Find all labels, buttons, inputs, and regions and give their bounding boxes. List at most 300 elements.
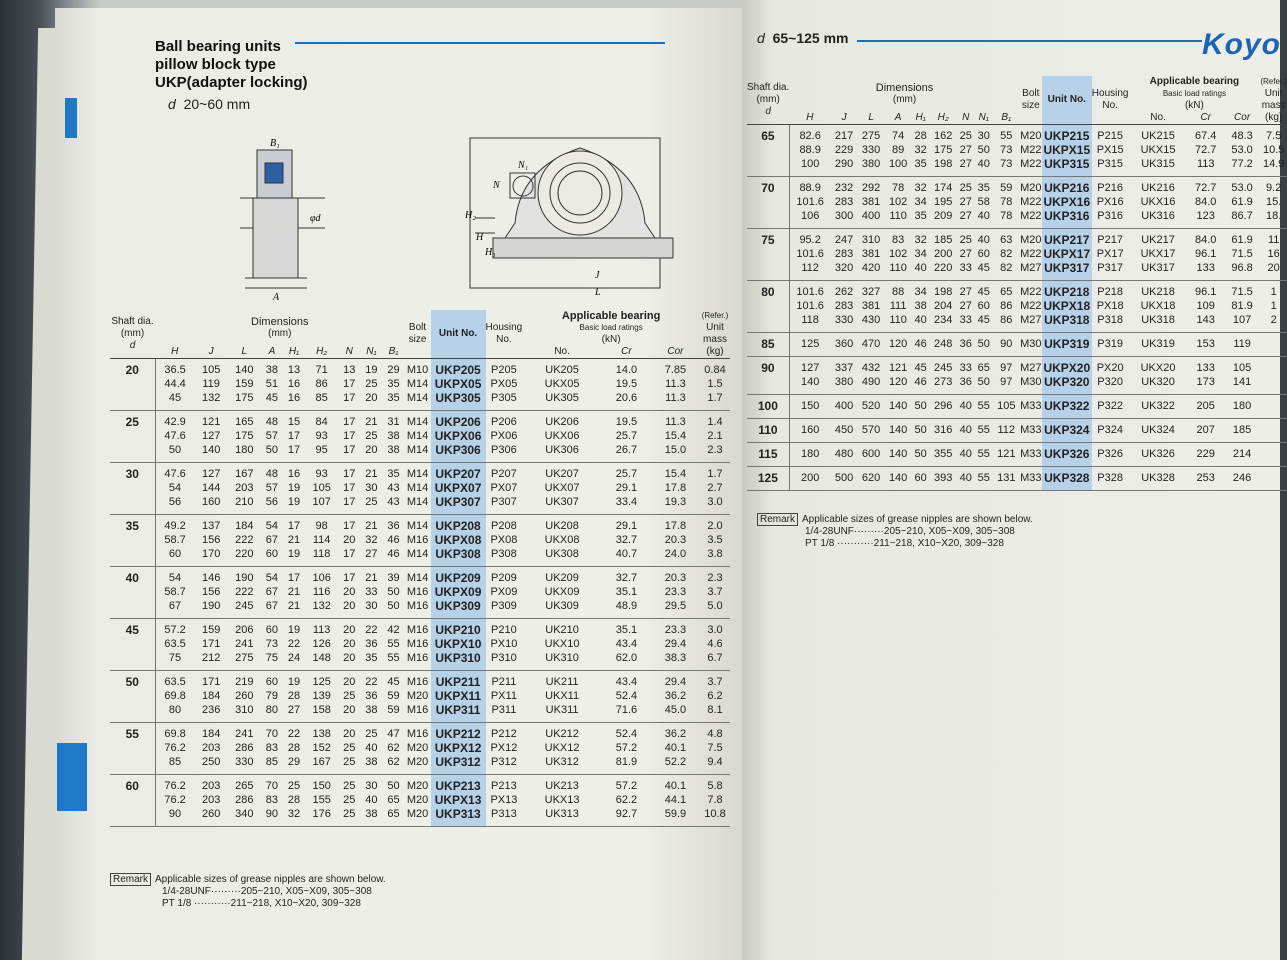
cell-value: 71 xyxy=(315,364,328,376)
table-cell-col-13 xyxy=(1188,281,1224,333)
cell-value: M30 xyxy=(1020,376,1042,388)
cell-value: P306 xyxy=(491,444,517,456)
cell-value: 50 xyxy=(387,780,400,792)
cell-value: 60 xyxy=(977,300,990,312)
cell-value: 45.0 xyxy=(664,704,687,716)
cell-value: 146 xyxy=(201,572,221,584)
table-cell-col-7 xyxy=(975,419,993,443)
cell-value: 133 xyxy=(1196,362,1215,374)
cell-value: 54 xyxy=(265,572,279,584)
cell-value: 381 xyxy=(861,196,881,208)
table-cell-col-2 xyxy=(858,357,885,395)
cell-value: UKP311 xyxy=(435,703,481,717)
shaft-dia: 50 xyxy=(110,671,155,723)
cell-value: 35 xyxy=(387,378,400,390)
cell-value: UKP208 xyxy=(435,519,481,533)
cell-value: 232 xyxy=(834,182,854,194)
shaft-dia: 60 xyxy=(110,775,155,827)
header-col-4: H₁ xyxy=(912,112,930,125)
table-cell-col-10 xyxy=(1042,333,1092,357)
table-cell-col-9 xyxy=(405,671,431,723)
cell-value: 316 xyxy=(934,424,953,436)
cell-value: UKX20 xyxy=(1140,362,1176,374)
cell-value: 5.0 xyxy=(707,600,723,612)
table-cell-col-0 xyxy=(155,567,195,619)
cell-value: 167 xyxy=(312,756,331,768)
cell-value: 400 xyxy=(834,400,854,412)
cell-value: 27 xyxy=(959,158,972,170)
cell-value: 480 xyxy=(834,448,854,460)
cell-value: 20 xyxy=(365,392,378,404)
table-cell-col-1 xyxy=(195,515,228,567)
cell-value: UKP324 xyxy=(1044,423,1090,437)
cell-value: UK215 xyxy=(1141,130,1175,142)
cell-value: 46 xyxy=(387,548,400,560)
cell-value: 1.7 xyxy=(707,468,723,480)
cell-value: UKP318 xyxy=(1044,313,1090,327)
table-row-group xyxy=(110,723,730,775)
cell-value: 27 xyxy=(959,286,972,298)
table-cell-col-5 xyxy=(930,467,957,491)
table-cell-col-12 xyxy=(522,723,602,775)
table-cell-col-14 xyxy=(1224,395,1260,419)
cell-value: 36.5 xyxy=(164,364,186,376)
cell-value: 185 xyxy=(1232,424,1252,436)
cell-value: 110 xyxy=(889,210,907,222)
cell-value: 25 xyxy=(959,182,972,194)
table-cell-col-12 xyxy=(1129,125,1188,177)
cell-value: 17 xyxy=(343,482,356,494)
cell-value: 106 xyxy=(800,210,820,222)
cell-value: 420 xyxy=(861,262,881,274)
cell-value: UK309 xyxy=(545,600,579,612)
table-cell-col-14 xyxy=(1224,281,1260,333)
table-cell-col-5 xyxy=(930,229,957,281)
cell-value: 4.6 xyxy=(707,638,723,650)
cell-value: 71.6 xyxy=(615,704,638,716)
cell-value: 93 xyxy=(315,468,328,480)
cell-value: P209 xyxy=(491,572,517,584)
cell-value: 27 xyxy=(959,210,972,222)
table-cell-col-11 xyxy=(486,359,523,411)
cell-value: 16 xyxy=(287,378,301,390)
table-cell-col-15 xyxy=(1260,443,1287,467)
cell-value: UK322 xyxy=(1141,400,1175,412)
cell-value: M20 xyxy=(406,780,429,792)
cell-value: 55 xyxy=(977,448,990,460)
table-cell-col-6 xyxy=(957,467,975,491)
table-cell-col-3 xyxy=(885,467,912,491)
table-cell-col-12 xyxy=(522,619,602,671)
header-col-5: H₂ xyxy=(305,346,338,359)
cell-value: UKPX13 xyxy=(434,793,482,807)
table-cell-col-8 xyxy=(993,125,1020,177)
table-cell-col-9 xyxy=(1020,177,1042,229)
table-cell-col-6 xyxy=(957,333,975,357)
cell-value: M14 xyxy=(406,416,429,428)
cell-value: 48 xyxy=(265,416,279,428)
cell-value: 27 xyxy=(959,144,972,156)
cell-value: UKX06 xyxy=(544,430,580,442)
cell-value: 54 xyxy=(168,572,182,584)
cell-value: UKP212 xyxy=(435,727,481,741)
cell-value: 1.5 xyxy=(707,378,723,390)
cell-value: M20 xyxy=(406,742,429,754)
cell-value: 286 xyxy=(235,794,254,806)
table-cell-col-8 xyxy=(993,357,1020,395)
cell-value: UKPX07 xyxy=(434,481,482,495)
cell-value: 36 xyxy=(387,520,400,532)
cell-value: PX18 xyxy=(1096,300,1124,312)
cell-value: 158 xyxy=(312,704,331,716)
table-cell-col-14 xyxy=(651,515,700,567)
table-cell-col-10 xyxy=(431,775,486,827)
cell-value: 28 xyxy=(914,130,927,142)
cell-value: 59 xyxy=(387,690,400,702)
label-j: J xyxy=(595,270,600,281)
cell-value: 81.9 xyxy=(1231,300,1253,312)
cell-value: UKP319 xyxy=(1044,337,1090,351)
cell-value: 22 xyxy=(287,638,301,650)
table-cell-col-12 xyxy=(1129,229,1188,281)
cell-value: 38 xyxy=(914,300,927,312)
cell-value: UKP305 xyxy=(435,391,481,405)
label-n: N xyxy=(493,180,500,191)
cell-value: 137 xyxy=(201,520,221,532)
table-cell-col-2 xyxy=(228,567,261,619)
cell-value: 36.2 xyxy=(664,728,687,740)
cell-value: 67 xyxy=(265,586,279,598)
cell-value: 85 xyxy=(315,392,328,404)
remark-label-right: Remark xyxy=(757,513,798,526)
table-cell-col-1 xyxy=(195,359,228,411)
cell-value: 16 xyxy=(1267,248,1280,260)
table-cell-col-3 xyxy=(885,419,912,443)
table-cell-col-6 xyxy=(338,775,360,827)
cell-value: 59 xyxy=(1000,182,1013,194)
table-cell-col-4 xyxy=(912,177,930,229)
cell-value: 27 xyxy=(365,548,378,560)
cell-value: UK315 xyxy=(1141,158,1175,170)
cell-value: UKP313 xyxy=(435,807,481,821)
table-cell-col-15 xyxy=(700,567,730,619)
cell-value: 217 xyxy=(834,130,854,142)
cell-value: 33 xyxy=(959,314,972,326)
cell-value: 17 xyxy=(343,392,356,404)
cell-value: 72.7 xyxy=(1195,144,1217,156)
header-unit-no-right: Unit No. xyxy=(1042,76,1092,125)
cell-value: 205 xyxy=(1196,400,1215,412)
cell-value: 245 xyxy=(235,600,254,612)
table-cell-col-12 xyxy=(1129,419,1188,443)
header-bolt-right: Bolt size xyxy=(1020,76,1042,125)
cell-value: 185 xyxy=(934,234,953,246)
table-cell-col-1 xyxy=(831,177,858,229)
cell-value: 83 xyxy=(265,794,279,806)
table-cell-col-12 xyxy=(522,359,602,411)
cell-value: 200 xyxy=(800,472,820,484)
table-cell-col-8 xyxy=(382,775,404,827)
cell-value: 470 xyxy=(861,338,881,350)
table-cell-col-13 xyxy=(1188,357,1224,395)
cell-value: 22 xyxy=(365,624,378,636)
cell-value: 25 xyxy=(365,728,378,740)
table-cell-col-2 xyxy=(228,515,261,567)
cell-value: PX15 xyxy=(1096,144,1124,156)
cell-value: 340 xyxy=(235,808,254,820)
table-cell-col-3 xyxy=(261,463,283,515)
table-cell-col-10 xyxy=(431,411,486,463)
table-row-group xyxy=(110,567,730,619)
cell-value: 75 xyxy=(265,652,279,664)
cell-value: 148 xyxy=(312,652,331,664)
table-cell-col-3 xyxy=(261,723,283,775)
cell-value: 33 xyxy=(365,586,378,598)
table-cell-col-10 xyxy=(431,567,486,619)
cell-value: 67 xyxy=(265,600,279,612)
cell-value: P310 xyxy=(491,652,517,664)
table-cell-col-0 xyxy=(789,177,830,229)
cell-value: M10 xyxy=(406,364,429,376)
cell-value: 247 xyxy=(834,234,854,246)
cell-value: 60 xyxy=(977,248,990,260)
header-dimensions-right: Dimensions (mm) xyxy=(875,82,934,105)
cell-value: 250 xyxy=(201,756,221,768)
cell-value: 27 xyxy=(287,704,301,716)
cell-value: 9.2 xyxy=(1266,182,1282,194)
table-cell-col-4 xyxy=(912,281,930,333)
cell-value: 57.2 xyxy=(164,624,186,636)
cell-value: 144 xyxy=(201,482,221,494)
cell-value: 63 xyxy=(1000,234,1013,246)
table-cell-col-14 xyxy=(1224,229,1260,281)
cell-value: 67 xyxy=(168,600,182,612)
cell-value: 2.0 xyxy=(707,520,723,532)
cell-value: M14 xyxy=(406,496,429,508)
cell-value: 126 xyxy=(312,638,331,650)
cell-value: 63.5 xyxy=(164,676,186,688)
cell-value: 15 xyxy=(287,416,301,428)
table-row-group xyxy=(747,443,1287,467)
cell-value: P319 xyxy=(1097,338,1123,350)
cell-value: 85 xyxy=(265,756,279,768)
cell-value: 28 xyxy=(287,690,301,702)
table-cell-col-12 xyxy=(1129,281,1188,333)
cell-value: 47.6 xyxy=(164,468,186,480)
table-cell-col-9 xyxy=(1020,467,1042,491)
cell-value: 3.7 xyxy=(707,586,723,598)
cell-value: UK207 xyxy=(545,468,579,480)
table-cell-col-13 xyxy=(1188,333,1224,357)
cell-value: UKP326 xyxy=(1044,447,1090,461)
cell-value: 11.3 xyxy=(665,392,686,404)
cell-value: 78 xyxy=(892,182,905,194)
cell-value: 140 xyxy=(888,472,908,484)
table-cell-col-14 xyxy=(1224,177,1260,229)
table-cell-col-0 xyxy=(789,443,830,467)
table-cell-col-10 xyxy=(431,619,486,671)
cell-value: 40 xyxy=(959,400,972,412)
cell-value: M20 xyxy=(1020,182,1042,194)
cell-value: 30 xyxy=(365,482,378,494)
table-cell-col-5 xyxy=(930,125,957,177)
cell-value: 102 xyxy=(888,248,908,260)
cell-value: 51 xyxy=(265,378,279,390)
cell-value: 35.1 xyxy=(615,624,638,636)
cell-value: 330 xyxy=(834,314,854,326)
table-cell-col-8 xyxy=(382,411,404,463)
cell-value: 248 xyxy=(934,338,953,350)
table-cell-col-11 xyxy=(486,619,523,671)
cell-value: 1.7 xyxy=(707,392,723,404)
header-col-1: J xyxy=(195,346,228,359)
table-row-group xyxy=(747,281,1287,333)
cell-value: 35 xyxy=(387,392,400,404)
cell-value: P318 xyxy=(1097,314,1123,326)
cell-value: 80 xyxy=(168,704,182,716)
header-bearing-no: No. xyxy=(522,346,602,359)
cell-value: 86 xyxy=(315,378,328,390)
cell-value: 131 xyxy=(997,472,1016,484)
cell-value: 70 xyxy=(265,780,279,792)
table-cell-col-9 xyxy=(1020,443,1042,467)
cell-value: 86.7 xyxy=(1231,210,1253,222)
cell-value: 156 xyxy=(201,534,221,546)
table-cell-col-8 xyxy=(382,463,404,515)
cell-value: 50 xyxy=(914,448,927,460)
cell-value: 600 xyxy=(861,448,881,460)
cell-value: 97 xyxy=(1000,362,1013,374)
cell-value: 42 xyxy=(387,624,400,636)
table-cell-col-15 xyxy=(700,723,730,775)
cell-value: 46 xyxy=(387,534,400,546)
cell-value: 83 xyxy=(265,742,279,754)
cell-value: 46 xyxy=(914,338,927,350)
table-cell-col-0 xyxy=(155,411,195,463)
cell-value: 2.3 xyxy=(707,444,723,456)
table-cell-col-7 xyxy=(975,229,993,281)
cell-value: 21 xyxy=(287,600,301,612)
cell-value: 152 xyxy=(312,742,331,754)
cell-value: 20.3 xyxy=(664,572,687,584)
cell-value: 84.0 xyxy=(1195,196,1217,208)
cell-value: 40 xyxy=(365,794,378,806)
table-cell-col-15 xyxy=(700,775,730,827)
cell-value: 290 xyxy=(834,158,854,170)
cell-value: 105 xyxy=(997,400,1016,412)
cell-value: 19.3 xyxy=(664,496,687,508)
cell-value: 40.1 xyxy=(664,780,687,792)
cell-value: 140 xyxy=(888,400,908,412)
cell-value: 56 xyxy=(265,496,279,508)
cell-value: P328 xyxy=(1097,472,1123,484)
table-cell-col-15 xyxy=(1260,177,1287,229)
table-cell-col-8 xyxy=(382,567,404,619)
cell-value: M16 xyxy=(406,704,429,716)
cell-value: 82 xyxy=(1000,262,1013,274)
cell-value: 337 xyxy=(834,362,854,374)
table-cell-col-1 xyxy=(831,395,858,419)
table-cell-col-7 xyxy=(360,567,382,619)
cell-value: UK319 xyxy=(1141,338,1175,350)
cell-value: 17 xyxy=(287,430,301,442)
table-cell-col-1 xyxy=(831,333,858,357)
table-cell-col-4 xyxy=(283,411,305,463)
cell-value: P324 xyxy=(1097,424,1123,436)
table-cell-col-2 xyxy=(858,229,885,281)
cell-value: 72.7 xyxy=(1195,182,1217,194)
table-cell-col-2 xyxy=(858,333,885,357)
cell-value: 35 xyxy=(914,158,927,170)
cell-value: 19 xyxy=(287,676,301,688)
cell-value: PX09 xyxy=(490,586,518,598)
cell-value: PX13 xyxy=(490,794,518,806)
table-cell-col-7 xyxy=(360,671,382,723)
cell-value: 21 xyxy=(365,520,378,532)
table-cell-col-5 xyxy=(305,515,338,567)
cell-value: 327 xyxy=(861,286,881,298)
cell-value: 43.4 xyxy=(615,638,638,650)
cell-value: 86 xyxy=(1000,314,1013,326)
cell-value: M14 xyxy=(406,378,429,390)
table-cell-col-14 xyxy=(651,567,700,619)
cell-value: 330 xyxy=(235,756,254,768)
cell-value: 175 xyxy=(235,430,254,442)
cell-value: 214 xyxy=(1232,448,1252,460)
table-cell-col-6 xyxy=(957,357,975,395)
cell-value: 17 xyxy=(343,496,356,508)
table-cell-col-11 xyxy=(1092,229,1129,281)
header-col-6: N xyxy=(338,346,360,359)
edge-tab-blue xyxy=(57,743,87,811)
cell-value: UKX08 xyxy=(544,534,580,546)
table-cell-col-1 xyxy=(195,411,228,463)
cell-value: 106 xyxy=(312,572,331,584)
cell-value: 450 xyxy=(834,424,854,436)
table-cell-col-1 xyxy=(195,567,228,619)
table-cell-col-3 xyxy=(261,567,283,619)
cell-value: 23.3 xyxy=(664,624,687,636)
table-cell-col-14 xyxy=(651,619,700,671)
cell-value: UKP315 xyxy=(1044,157,1090,171)
cell-value: 20 xyxy=(343,638,356,650)
cell-value: 82 xyxy=(1000,248,1013,260)
cell-value: 275 xyxy=(861,130,881,142)
table-cell-col-10 xyxy=(431,359,486,411)
cell-value: 29.1 xyxy=(615,520,638,532)
shaft-dia: 125 xyxy=(747,467,789,491)
table-cell-col-15 xyxy=(700,411,730,463)
cell-value: P317 xyxy=(1097,262,1123,274)
cell-value: 58.7 xyxy=(164,534,186,546)
cell-value: UKPX06 xyxy=(434,429,482,443)
table-cell-col-0 xyxy=(789,125,830,177)
table-cell-col-15 xyxy=(700,515,730,567)
cell-value: 60 xyxy=(168,548,182,560)
cell-value: PX20 xyxy=(1096,362,1124,374)
cell-value: PX05 xyxy=(490,378,518,390)
cell-value: 171 xyxy=(201,676,221,688)
cell-value: UKPX09 xyxy=(434,585,482,599)
table-row-group xyxy=(110,619,730,671)
table-cell-col-5 xyxy=(930,177,957,229)
cell-value: UKPX20 xyxy=(1043,361,1091,375)
table-row-group xyxy=(747,419,1287,443)
cell-value: 79 xyxy=(265,690,279,702)
cell-value: 48.3 xyxy=(1231,130,1253,142)
cell-value: 7.8 xyxy=(707,794,723,806)
cell-value: 39 xyxy=(387,572,400,584)
